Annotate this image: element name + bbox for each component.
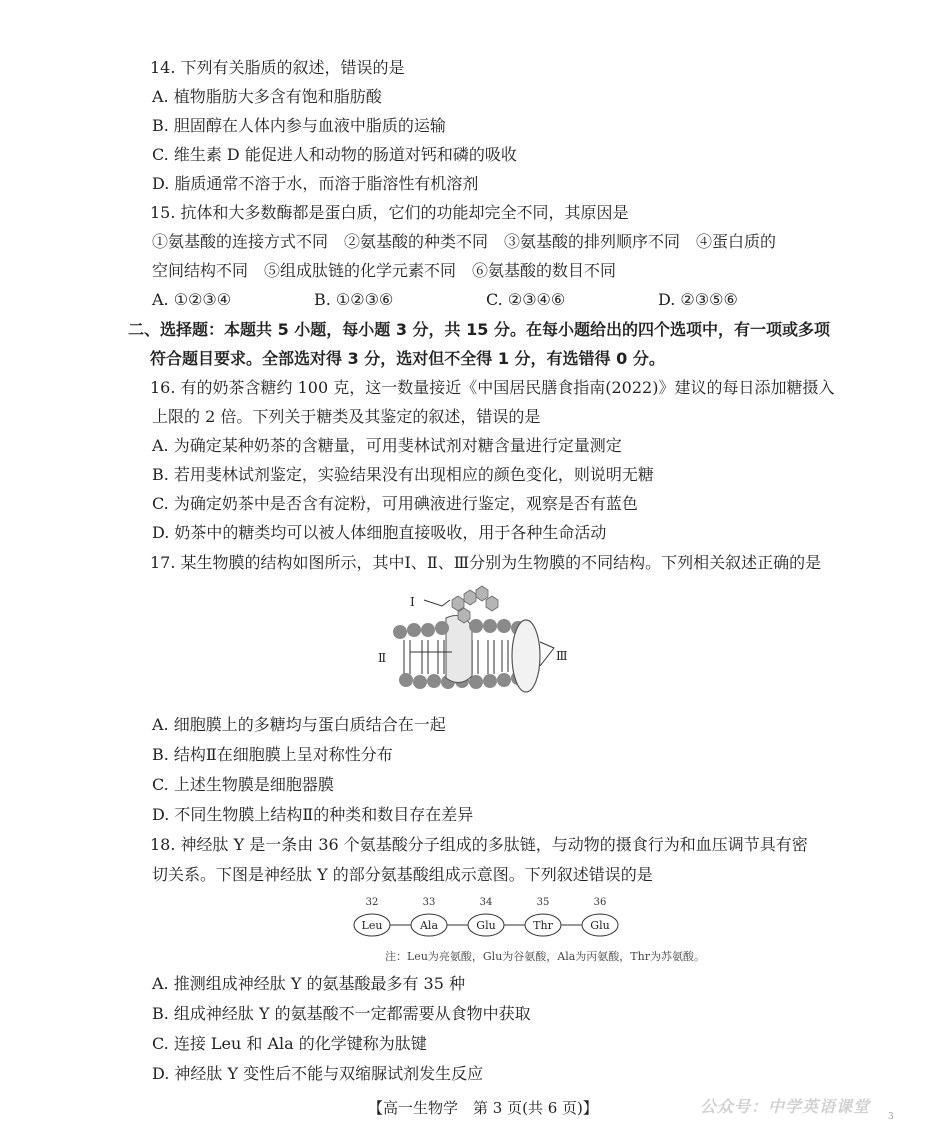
q18-stem-line2: 切关系。下图是神经肽 Y 的部分氨基酸组成示意图。下列叙述错误的是 <box>152 865 653 884</box>
q14-stem: 14. 下列有关脂质的叙述，错误的是 <box>150 58 405 77</box>
q15-option-b: B. ①②③⑥ <box>314 290 394 309</box>
q17-option-d: D. 不同生物膜上结构Ⅱ的种类和数目存在差异 <box>152 805 474 824</box>
q16-option-b: B. 若用斐林试剂鉴定，实验结果没有出现相应的颜色变化，则说明无糖 <box>152 465 654 484</box>
q17-option-c: C. 上述生物膜是细胞器膜 <box>152 775 334 794</box>
q17-stem: 17. 某生物膜的结构如图所示，其中Ⅰ、Ⅱ、Ⅲ分别为生物膜的不同结构。下列相关叙述正确的是 <box>150 553 822 572</box>
amino-acid-position: 36 <box>593 897 607 908</box>
q16-option-a: A. 为确定某种奶茶的含糖量，可用斐林试剂对糖含量进行定量测定 <box>152 436 622 455</box>
q16-stem: 16. 有的奶茶含糖约 100 克，这一数量接近《中国居民膳食指南(2022)》建议的每日添加糖摄入 <box>150 378 835 397</box>
membrane-label-i: Ⅰ <box>410 595 415 609</box>
q18-option-b: B. 组成神经肽 Y 的氨基酸不一定都需要从食物中获取 <box>152 1004 531 1023</box>
amino-acid-name: Glu <box>476 919 496 932</box>
corner-page-mark: 3 <box>888 1112 894 1122</box>
q17-option-b: B. 结构Ⅱ在细胞膜上呈对称性分布 <box>152 745 393 764</box>
section2-instructions-line1: 二、选择题：本题共 5 小题，每小题 3 分，共 15 分。在每小题给出的四个选项中，有一项或多项 <box>128 320 830 339</box>
q18-option-c: C. 连接 Leu 和 Ala 的化学键称为肽键 <box>152 1034 427 1053</box>
peptide-chain-figure <box>350 893 630 943</box>
q15-options <box>152 290 852 310</box>
q18-stem: 18. 神经肽 Y 是一条由 36 个氨基酸分子组成的多肽链，与动物的摄食行为和血压调节具有密 <box>150 835 808 854</box>
q18-option-d: D. 神经肽 Y 变性后不能与双缩脲试剂发生反应 <box>152 1064 484 1083</box>
q15-stem: 15. 抗体和大多数酶都是蛋白质，它们的功能却完全不同，其原因是 <box>150 203 629 222</box>
q15-option-d: D. ②③⑤⑥ <box>658 290 738 309</box>
amino-acid-name: Leu <box>361 919 383 932</box>
q14-option-a: A. 植物脂肪大多含有饱和脂肪酸 <box>152 87 382 106</box>
membrane-label-ii: Ⅱ <box>378 651 387 665</box>
q18-figure-note: 注：Leu为亮氨酸，Glu为谷氨酸，Ala为丙氨酸，Thr为苏氨酸。 <box>385 950 705 963</box>
amino-acid-position: 32 <box>365 897 379 908</box>
q16-stem-line2: 上限的 2 倍。下列关于糖类及其鉴定的叙述，错误的是 <box>152 407 541 426</box>
amino-acid-name: Thr <box>533 919 553 932</box>
amino-acid-position: 35 <box>536 897 550 908</box>
q17-option-a: A. 细胞膜上的多糖均与蛋白质结合在一起 <box>152 715 446 734</box>
watermark: 公众号：中学英语课堂 <box>700 1097 871 1116</box>
q15-choices-line1: ①氨基酸的连接方式不同 ②氨基酸的种类不同 ③氨基酸的排列顺序不同 ④蛋白质的 <box>152 232 777 251</box>
membrane-protein-shape <box>446 616 472 683</box>
q16-option-d: D. 奶茶中的糖类均可以被人体细胞直接吸收，用于各种生命活动 <box>152 523 607 542</box>
amino-acid-name: Glu <box>590 919 610 932</box>
membrane-figure <box>376 580 576 698</box>
amino-acid-position: 34 <box>479 897 493 908</box>
section2-instructions-line2: 符合题目要求。全部选对得 3 分，选对但不全得 1 分，有选错得 0 分。 <box>150 349 665 368</box>
amino-acid-name: Ala <box>419 919 439 932</box>
membrane-label-iii: Ⅲ <box>556 649 568 663</box>
q15-option-c: C. ②③④⑥ <box>486 290 566 309</box>
page-footer: 【高一生物学 第 3 页(共 6 页)】 <box>368 1099 598 1117</box>
q14-option-c: C. 维生素 D 能促进人和动物的肠道对钙和磷的吸收 <box>152 145 517 164</box>
q15-choices-line2: 空间结构不同 ⑤组成肽链的化学元素不同 ⑥氨基酸的数目不同 <box>152 261 617 280</box>
q14-option-b: B. 胆固醇在人体内参与血液中脂质的运输 <box>152 116 446 135</box>
q18-option-a: A. 推测组成神经肽 Y 的氨基酸最多有 35 种 <box>152 974 465 993</box>
q15-option-a: A. ①②③④ <box>152 290 232 309</box>
q16-option-c: C. 为确定奶茶中是否含有淀粉，可用碘液进行鉴定，观察是否有蓝色 <box>152 494 638 513</box>
amino-acid-position: 33 <box>422 897 436 908</box>
q14-option-d: D. 脂质通常不溶于水，而溶于脂溶性有机溶剂 <box>152 174 479 193</box>
